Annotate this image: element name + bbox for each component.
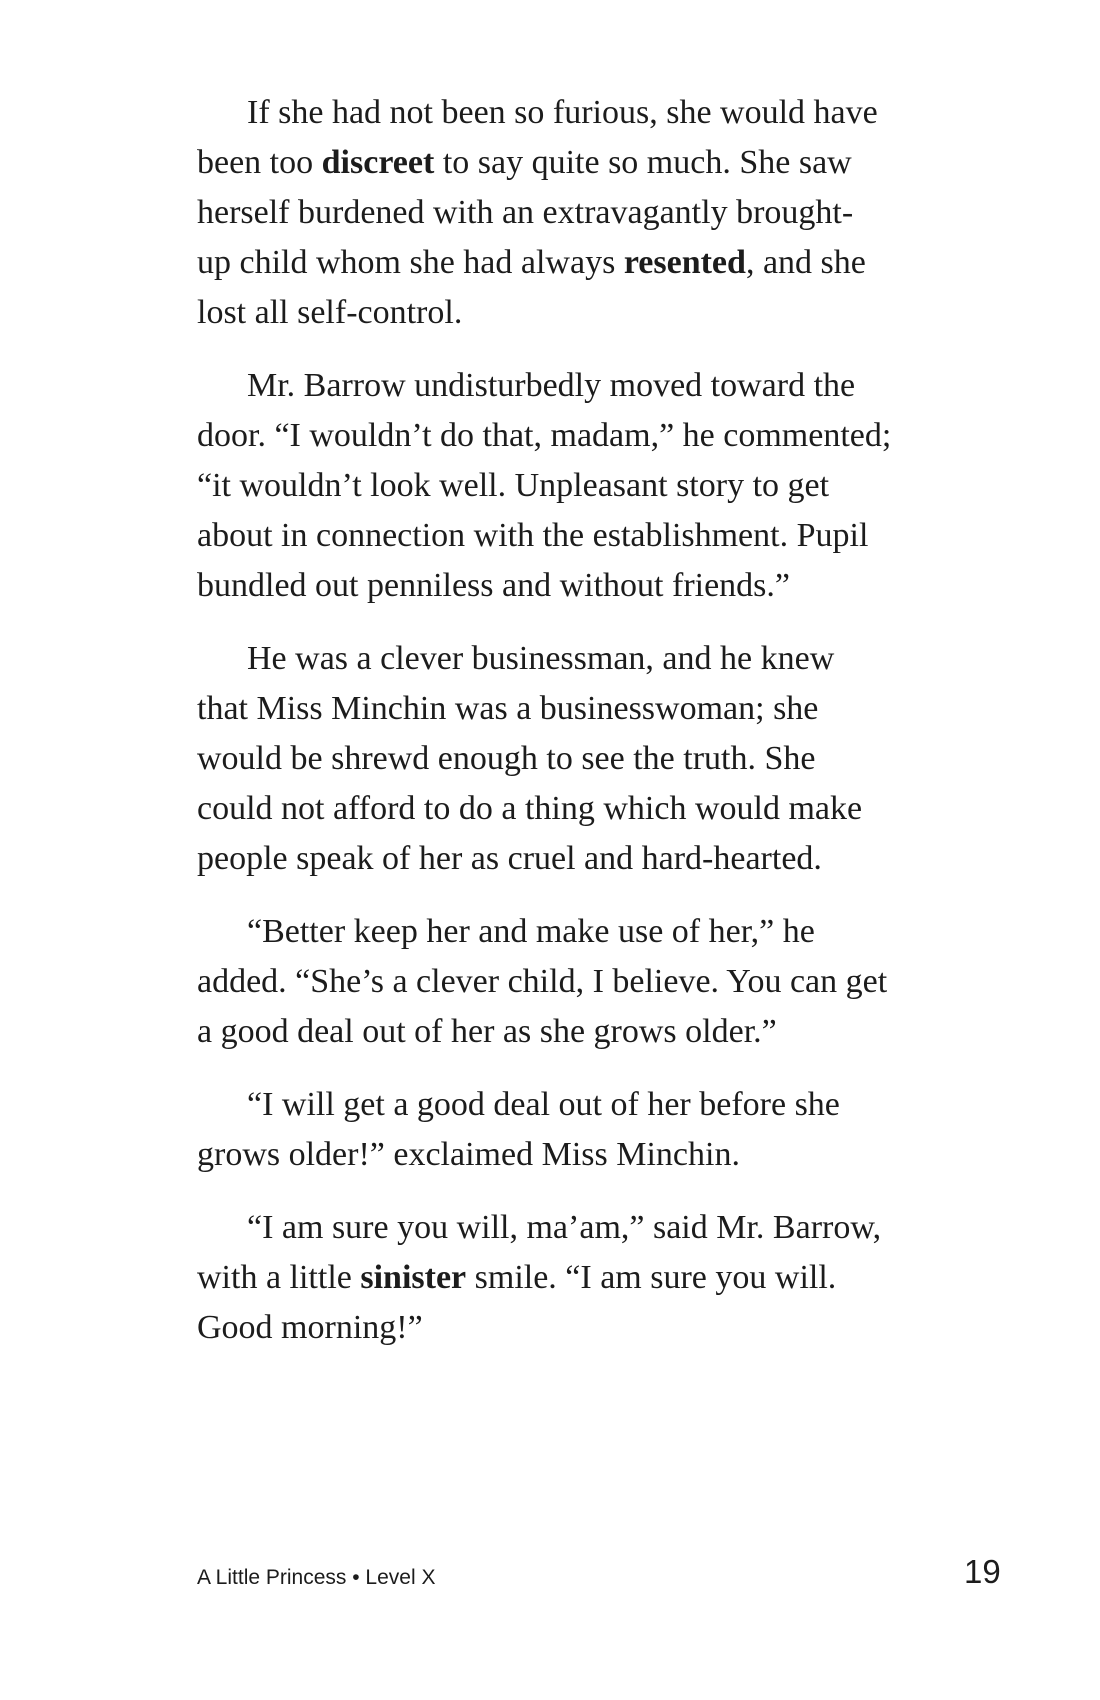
- text-line: been too discreet to say quite so much. She saw: [197, 144, 852, 181]
- text-line: about in connection with the establishment. Pupil: [197, 517, 869, 554]
- paragraph: [197, 907, 997, 1057]
- text-line: “I will get a good deal out of her before she: [247, 1086, 840, 1123]
- vocabulary-word: resented: [623, 244, 746, 281]
- text-line: “I am sure you will, ma’am,” said Mr. Barrow,: [247, 1209, 882, 1246]
- paragraph: [197, 634, 997, 884]
- text-line: added. “She’s a clever child, I believe. You can get: [197, 963, 888, 1000]
- vocabulary-word: sinister: [360, 1259, 467, 1296]
- paragraph: [197, 361, 997, 611]
- text-line: would be shrewd enough to see the truth. She: [197, 740, 816, 777]
- text-line: He was a clever businessman, and he knew: [247, 640, 835, 677]
- text-line: Good morning!”: [197, 1309, 423, 1346]
- paragraph: [197, 88, 997, 338]
- book-title-footer: A Little Princess • Level X: [197, 1566, 436, 1589]
- text-line: Mr. Barrow undisturbedly moved toward the: [247, 367, 856, 404]
- story-text: [197, 88, 997, 1376]
- text-line: that Miss Minchin was a businesswoman; she: [197, 690, 819, 727]
- text-line: bundled out penniless and without friends.”: [197, 567, 791, 604]
- text-line: “it wouldn’t look well. Unpleasant story to get: [197, 467, 830, 504]
- text-line: could not afford to do a thing which would make: [197, 790, 863, 827]
- text-line: “Better keep her and make use of her,” he: [247, 913, 815, 950]
- text-line: grows older!” exclaimed Miss Minchin.: [197, 1136, 740, 1173]
- text-line: door. “I wouldn’t do that, madam,” he commented;: [197, 417, 892, 454]
- text-line: a good deal out of her as she grows older.”: [197, 1013, 777, 1050]
- vocabulary-word: discreet: [321, 144, 435, 181]
- text-line: people speak of her as cruel and hard-hearted.: [197, 840, 822, 877]
- paragraph: [197, 1080, 997, 1180]
- text-line: up child whom she had always resented, and she: [197, 244, 866, 281]
- text-line: herself burdened with an extravagantly brought-: [197, 194, 854, 231]
- text-line: If she had not been so furious, she would have: [247, 94, 878, 131]
- paragraph: [197, 1203, 997, 1353]
- page-number: 19: [964, 1553, 1001, 1590]
- text-line: lost all self-control.: [197, 294, 463, 331]
- text-line: with a little sinister smile. “I am sure you will.: [197, 1259, 837, 1296]
